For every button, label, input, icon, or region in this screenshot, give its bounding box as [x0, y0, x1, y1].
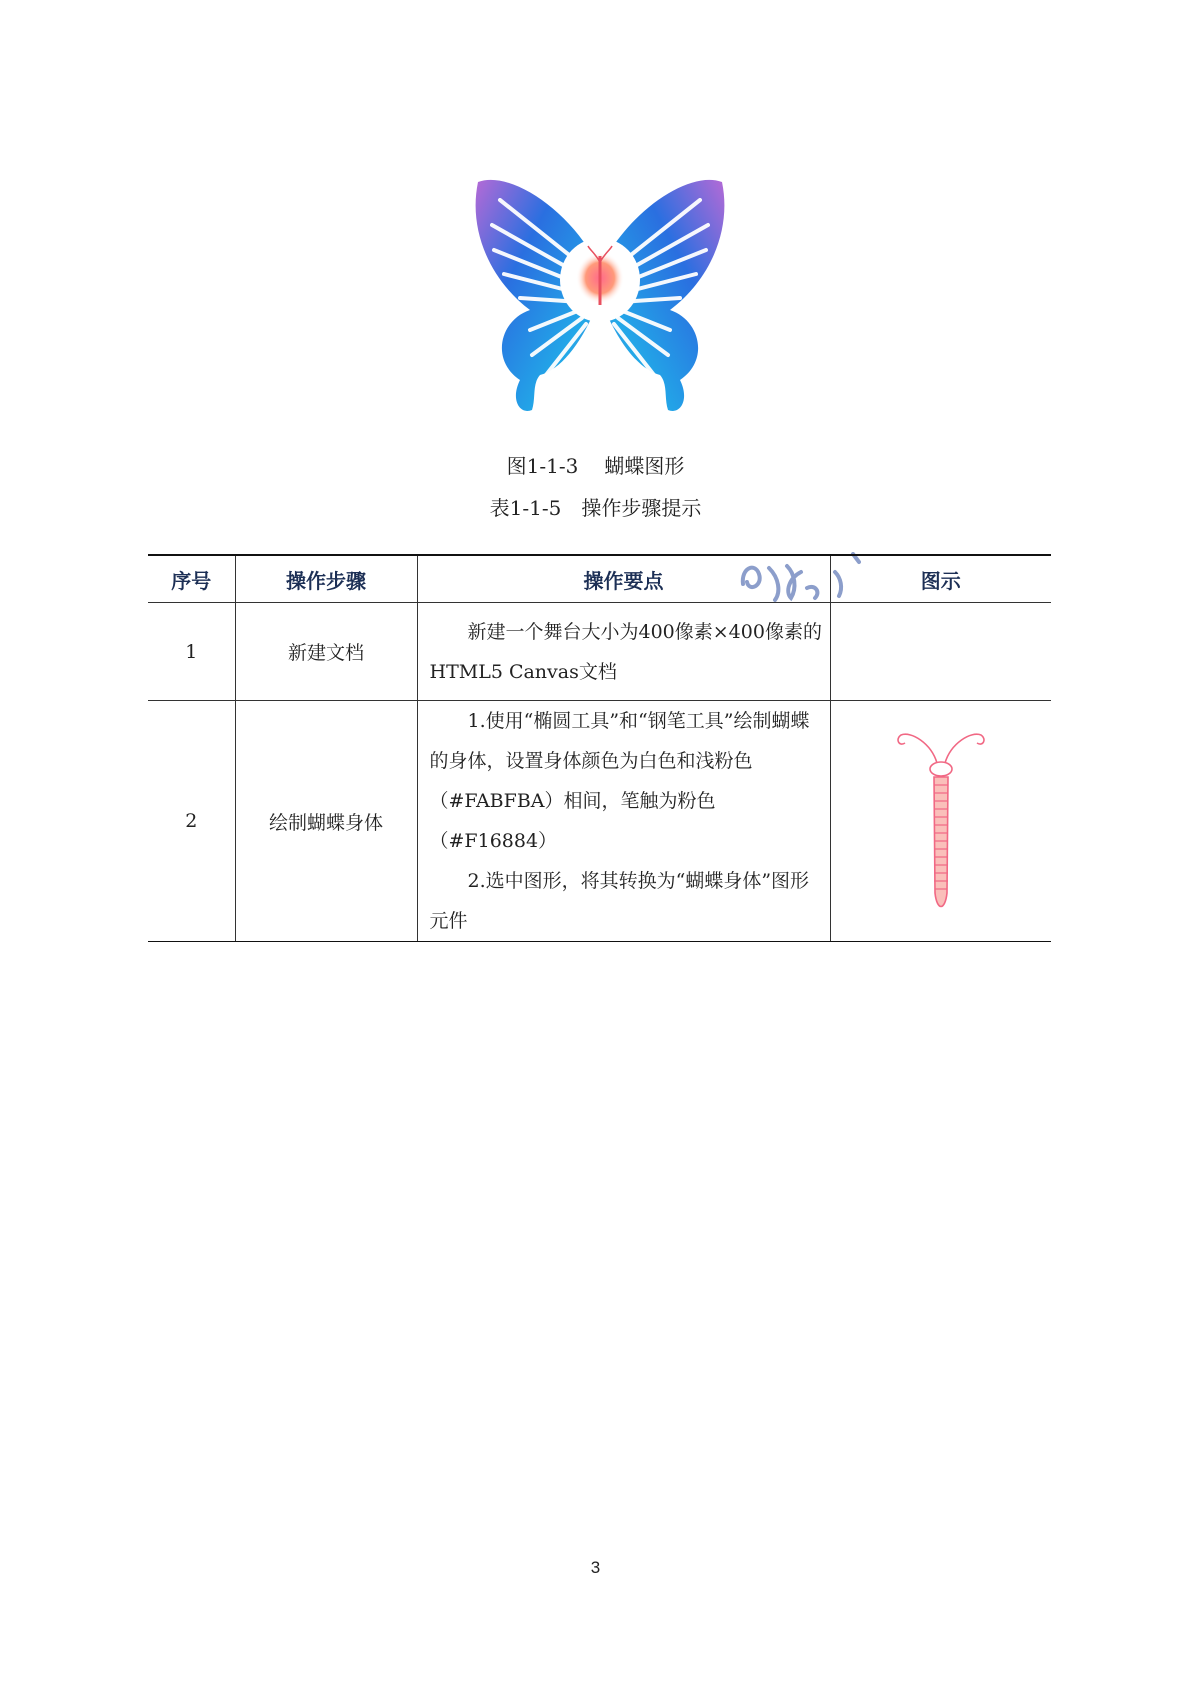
header-step: 操作步骤 [235, 555, 417, 603]
point-text: 新建一个舞台大小为400像素×400像素的HTML5 Canvas文档 [429, 620, 822, 683]
table-header-row [148, 555, 1051, 603]
row-step: 新建文档 [235, 603, 417, 701]
steps-table [148, 554, 1051, 942]
row-number: 2 [148, 701, 235, 942]
header-illustration: 图示 [830, 555, 1051, 603]
point-text: 2.选中图形，将其转换为“蝴蝶身体”图形元件 [429, 870, 810, 932]
table-row [148, 701, 1051, 942]
page-number: 3 [590, 1558, 601, 1577]
row-step: 绘制蝴蝶身体 [235, 701, 417, 942]
figure-caption [0, 450, 1191, 479]
row-points [417, 701, 830, 942]
butterfly-image [470, 170, 730, 420]
header-points: 操作要点 [417, 555, 830, 603]
butterfly-body-image [891, 721, 991, 921]
figure-caption-number: 图1-1-3 [506, 454, 579, 478]
table-row [148, 603, 1051, 701]
row-illustration [830, 701, 1051, 942]
row-illustration [830, 603, 1051, 701]
row-number: 1 [148, 603, 235, 701]
row-points [417, 603, 830, 701]
figure-caption-title: 蝴蝶图形 [604, 454, 685, 478]
header-number: 序号 [148, 555, 235, 603]
point-text: 1.使用“椭圆工具”和“钢笔工具”绘制蝴蝶的身体，设置身体颜色为白色和浅粉色（#FABFBA）相间，笔触为粉色（#F16884） [429, 710, 810, 852]
table-caption: 表1-1-5 操作步骤提示 [489, 496, 702, 520]
